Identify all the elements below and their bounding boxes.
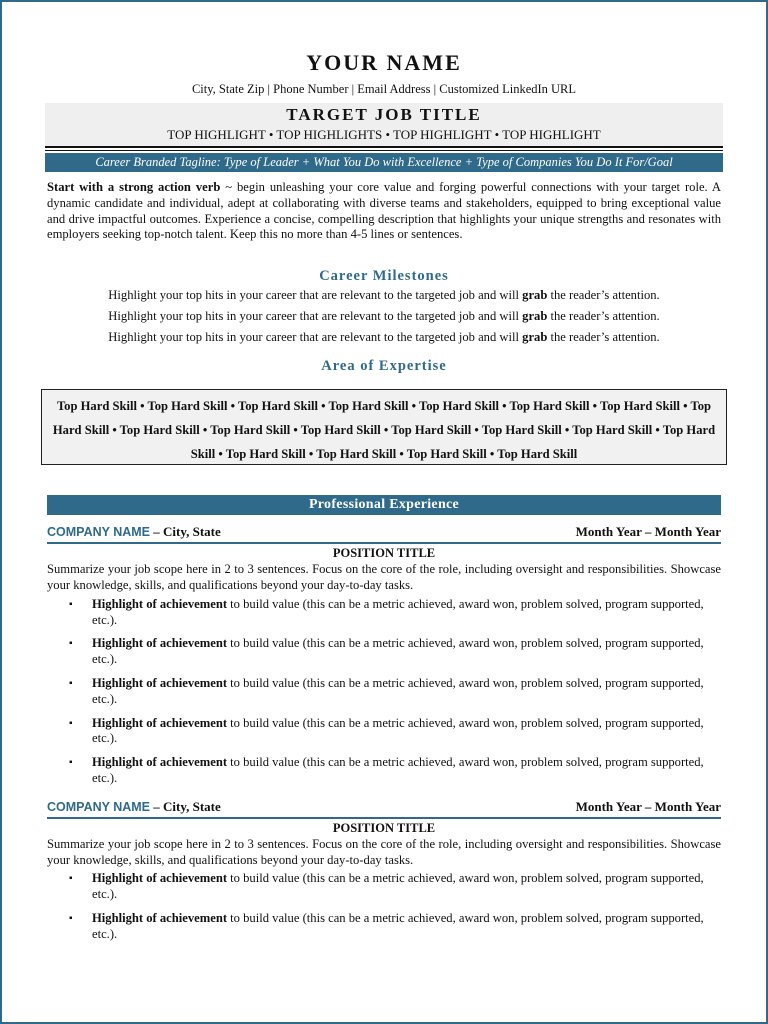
candidate-name: YOUR NAME xyxy=(306,50,462,75)
achievement-item: ▪ Highlight of achievement to build value (this can be a metric achieved, award won, problem solved, program supported, etc.). xyxy=(69,636,704,667)
company-location: COMPANY NAME – City, State xyxy=(47,798,221,814)
job-entry xyxy=(47,523,721,787)
bullet-icon: ▪ xyxy=(69,717,73,729)
milestone-item: Highlight your top hits in your career that are relevant to the targeted job and will grab the reader’s attention. xyxy=(108,330,660,345)
achievement-list xyxy=(47,597,721,787)
job-dates: Month Year – Month Year xyxy=(575,798,721,814)
achievement-item: ▪ Highlight of achievement to build value (this can be a metric achieved, award won, problem solved, program supported, etc.). xyxy=(69,871,704,902)
bullet-icon: ▪ xyxy=(69,677,73,689)
company-name: COMPANY NAME xyxy=(47,525,151,540)
summary-lead: Start with a strong action verb xyxy=(47,180,221,194)
achievement-item: ▪ Highlight of achievement to build value (this can be a metric achieved, award won, problem solved, program supported, etc.). xyxy=(69,755,704,785)
summary-paragraph xyxy=(47,180,721,243)
bullet-icon: ▪ xyxy=(69,598,73,610)
milestones-list xyxy=(2,285,766,348)
contact-line: City, State Zip | Phone Number | Email Address | Customized LinkedIn URL xyxy=(191,82,577,96)
job-scope: Summarize your job scope here in 2 to 3 sentences. Focus on the core of the role, including oversight and responsibilities. Showcase your knowledge, skills, and qualifications beyond your day-to-day tasks. xyxy=(47,562,721,592)
job-header xyxy=(47,523,721,544)
job-dates: Month Year – Month Year xyxy=(575,524,721,540)
achievement-list xyxy=(47,871,721,942)
area-of-expertise-heading: Area of Expertise xyxy=(321,358,447,375)
bullet-icon: ▪ xyxy=(69,638,73,650)
job-entry xyxy=(47,798,721,943)
position-title: POSITION TITLE xyxy=(332,546,436,561)
job-location: City, State xyxy=(163,798,221,814)
achievement-item: ▪ Highlight of achievement to build value (this can be a metric achieved, award won, problem solved, program supported, etc.). xyxy=(69,675,704,706)
skills-box: Top Hard Skill • Top Hard Skill • Top Hard Skill • Top Hard Skill • Top Hard Skill • Top Hard Skill • Top Hard Skill • Top Hard Skill • Top Hard Skill • Top Hard Skill • Top Hard Skill • Top Hard Skill • Top Hard Skill • Top Hard Skill • Top Hard Skill • Top Hard Skill • Top Hard Skill • Top Hard Skill • Top Hard Skill xyxy=(41,389,727,465)
position-title: POSITION TITLE xyxy=(332,820,436,835)
achievement-item: ▪ Highlight of achievement to build value (this can be a metric achieved, award won, problem solved, program supported, etc.). xyxy=(69,910,704,941)
bullet-icon: ▪ xyxy=(69,912,73,924)
milestone-item: Highlight your top hits in your career that are relevant to the targeted job and will grab the reader’s attention. xyxy=(108,288,660,303)
achievement-item: ▪ Highlight of achievement to build value (this can be a metric achieved, award won, problem solved, program supported, etc.). xyxy=(69,715,704,746)
achievement-item: ▪ Highlight of achievement to build value (this can be a metric achieved, award won, problem solved, program supported, etc.). xyxy=(69,596,704,627)
top-highlights: TOP HIGHLIGHT • TOP HIGHLIGHTS • TOP HIGHLIGHT • TOP HIGHLIGHT xyxy=(167,127,601,142)
bullet-icon: ▪ xyxy=(69,757,73,769)
milestone-item: Highlight your top hits in your career that are relevant to the targeted job and will grab the reader’s attention. xyxy=(108,309,660,324)
company-location: COMPANY NAME – City, State xyxy=(47,524,221,540)
bullet-icon: ▪ xyxy=(69,873,73,885)
job-location: City, State xyxy=(163,524,221,540)
branded-tagline: Career Branded Tagline: Type of Leader + What You Do with Excellence + Type of Companies You Do It For/Goal xyxy=(45,153,723,172)
target-job-title: TARGET JOB TITLE xyxy=(286,105,482,124)
professional-experience-heading: Professional Experience xyxy=(47,495,721,515)
summary-body: ~ begin unleashing your core value and forging powerful connections with your target role. A dynamic candidate and individual, adept at collaborating with diverse teams and stakeholders, equipped to bring exceptional value and drive impactful outcomes. Experience a concise, compelling description that highlights your unique strengths and resonates with employers seeking top-notch talent. Keep this no more than 4-5 lines or sentences. xyxy=(47,180,722,242)
career-milestones-heading: Career Milestones xyxy=(319,268,449,285)
divider xyxy=(45,146,723,151)
target-title-box xyxy=(45,103,723,146)
job-header xyxy=(47,798,721,819)
company-name: COMPANY NAME xyxy=(47,799,151,814)
job-scope: Summarize your job scope here in 2 to 3 sentences. Focus on the core of the role, including oversight and responsibilities. Showcase your knowledge, skills, and qualifications beyond your day-to-day tasks. xyxy=(47,836,721,867)
